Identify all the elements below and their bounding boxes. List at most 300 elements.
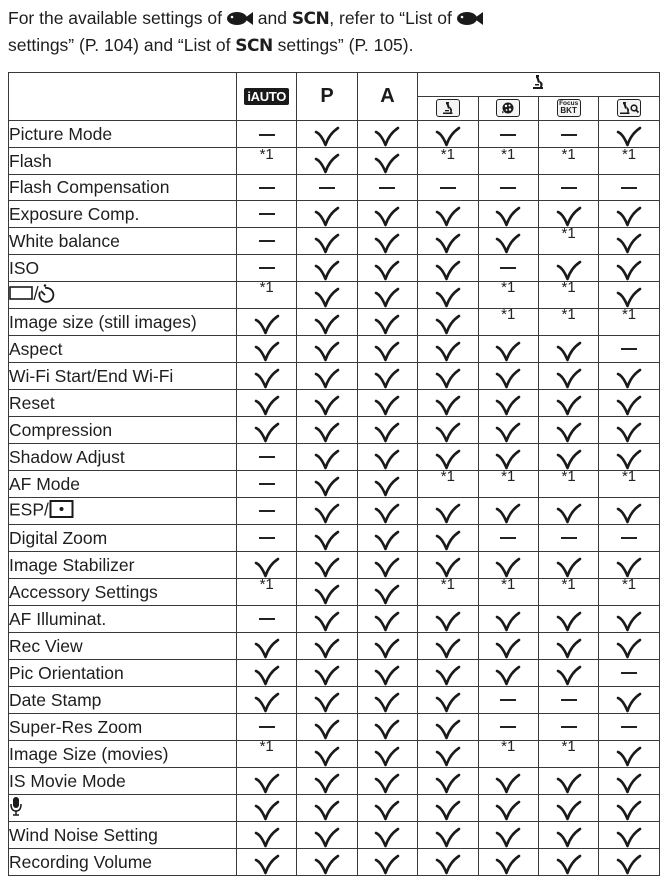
available-check-icon [297, 605, 357, 632]
setting-name-cell [9, 659, 237, 686]
table-row [9, 686, 660, 713]
available-check-icon [538, 848, 598, 875]
available-check-icon [237, 848, 297, 875]
footnote-mark [538, 470, 598, 497]
available-check-icon [538, 767, 598, 794]
p-mode-label: P [320, 85, 334, 107]
setting-name: Date Stamp [9, 689, 102, 710]
header-microscope [418, 97, 478, 121]
setting-name-cell [9, 443, 237, 470]
available-check-icon [538, 362, 598, 389]
available-check-icon [357, 254, 417, 281]
setting-name-cell [9, 254, 237, 281]
available-check-icon [357, 740, 417, 767]
available-check-icon [599, 254, 659, 281]
available-check-icon [297, 578, 357, 605]
footnote-mark [599, 470, 659, 497]
setting-name-cell [9, 308, 237, 335]
table-row [9, 389, 660, 416]
available-check-icon [418, 605, 478, 632]
available-check-icon [478, 767, 538, 794]
not-available-dash [538, 686, 598, 713]
footnote-text: *1 [501, 279, 516, 297]
not-available-dash [237, 470, 297, 497]
available-check-icon [357, 686, 417, 713]
footnote-text: *1 [561, 145, 576, 163]
not-available-dash [237, 200, 297, 227]
setting-name: Rec View [9, 635, 83, 656]
underwater-mode-icon [227, 8, 253, 33]
not-available-dash [538, 121, 598, 148]
available-check-icon [297, 416, 357, 443]
available-check-icon [418, 848, 478, 875]
available-check-icon [538, 821, 598, 848]
available-check-icon [357, 308, 417, 335]
setting-name: Digital Zoom [9, 527, 108, 548]
not-available-dash [237, 254, 297, 281]
available-check-icon [237, 551, 297, 578]
microphone-icon [9, 796, 23, 820]
setting-name-cell [9, 175, 237, 201]
available-check-icon [538, 254, 598, 281]
available-check-icon [418, 362, 478, 389]
setting-name-cell [9, 686, 237, 713]
not-available-dash [538, 524, 598, 551]
available-check-icon [237, 659, 297, 686]
available-check-icon [418, 335, 478, 362]
available-check-icon [237, 821, 297, 848]
setting-name-cell [9, 497, 237, 524]
available-check-icon [357, 848, 417, 875]
available-check-icon [538, 551, 598, 578]
table-row [9, 497, 660, 524]
available-check-icon [357, 389, 417, 416]
available-check-icon [538, 605, 598, 632]
scn-mode-label: SCN [291, 9, 330, 29]
setting-name: Image Size (movies) [9, 743, 169, 764]
not-available-dash [237, 227, 297, 254]
available-check-icon [357, 767, 417, 794]
drive-self-timer-icon [9, 283, 55, 307]
available-check-icon [297, 362, 357, 389]
available-check-icon [357, 551, 417, 578]
setting-name: White balance [9, 230, 120, 251]
available-check-icon [478, 848, 538, 875]
setting-name-cell [9, 470, 237, 497]
available-check-icon [297, 767, 357, 794]
footnote-text: *1 [440, 468, 455, 486]
setting-name: AF Illuminat. [9, 608, 107, 629]
not-available-dash [599, 175, 659, 201]
available-check-icon [297, 443, 357, 470]
available-check-icon [297, 794, 357, 821]
intro-line-2 [8, 33, 658, 59]
available-check-icon [297, 121, 357, 148]
setting-name-cell [9, 148, 237, 175]
setting-name: Pic Orientation [9, 662, 124, 683]
setting-name-cell [9, 281, 237, 308]
setting-name-cell [9, 767, 237, 794]
available-check-icon [418, 227, 478, 254]
available-check-icon [418, 308, 478, 335]
available-check-icon [599, 767, 659, 794]
available-check-icon [538, 335, 598, 362]
not-available-dash [418, 175, 478, 201]
not-available-dash [357, 175, 417, 201]
table-row [9, 605, 660, 632]
available-check-icon [599, 794, 659, 821]
scn-mode-label: SCN [235, 36, 273, 56]
setting-name: Image Stabilizer [9, 554, 135, 575]
not-available-dash [237, 713, 297, 740]
microscope-icon [436, 99, 460, 117]
footnote-mark [538, 145, 598, 175]
footnote-text: *1 [259, 145, 274, 163]
available-check-icon [599, 821, 659, 848]
available-check-icon [478, 443, 538, 470]
available-check-icon [599, 281, 659, 308]
not-available-dash [478, 254, 538, 281]
footnote-text: *1 [561, 306, 576, 324]
available-check-icon [418, 740, 478, 767]
intro-paragraph [8, 6, 658, 59]
available-check-icon [418, 281, 478, 308]
table-row [9, 470, 660, 497]
not-available-dash [478, 175, 538, 201]
available-check-icon [237, 794, 297, 821]
not-available-dash [599, 335, 659, 362]
available-check-icon [297, 470, 357, 497]
available-check-icon [357, 470, 417, 497]
not-available-dash [237, 443, 297, 470]
available-check-icon [478, 497, 538, 524]
table-row [9, 308, 660, 335]
setting-name: Image size (still images) [9, 311, 197, 332]
available-check-icon [599, 416, 659, 443]
footnote-mark [237, 281, 297, 308]
available-check-icon [357, 148, 417, 175]
available-check-icon [599, 848, 659, 875]
available-check-icon [357, 121, 417, 148]
table-row [9, 794, 660, 821]
available-check-icon [599, 686, 659, 713]
available-check-icon [418, 497, 478, 524]
intro-text: settings” (P. 104) and “List of [8, 35, 236, 55]
available-check-icon [418, 416, 478, 443]
table-row [9, 740, 660, 767]
footnote-mark [237, 145, 297, 175]
available-check-icon [599, 443, 659, 470]
setting-name-cell [9, 121, 237, 148]
footnote-mark [538, 227, 598, 254]
table-row [9, 148, 660, 175]
available-check-icon [237, 632, 297, 659]
header-microscope-control [599, 97, 659, 121]
available-check-icon [297, 740, 357, 767]
footnote-text: *1 [501, 145, 516, 163]
footnote-text: *1 [501, 306, 516, 324]
setting-name-cell [9, 713, 237, 740]
footnote-mark [599, 578, 659, 605]
available-check-icon [478, 605, 538, 632]
available-check-icon [599, 362, 659, 389]
available-check-icon [418, 767, 478, 794]
header-microscope-group [418, 73, 660, 97]
footnote-mark [478, 470, 538, 497]
footnote-mark [478, 578, 538, 605]
footnote-mark [538, 740, 598, 767]
not-available-dash [599, 524, 659, 551]
header-a [357, 73, 417, 121]
setting-name: IS Movie Mode [9, 770, 126, 791]
setting-name: Recording Volume [9, 851, 152, 872]
footnote-mark [478, 281, 538, 308]
available-check-icon [237, 416, 297, 443]
footnote-mark [418, 470, 478, 497]
not-available-dash [599, 659, 659, 686]
table-row [9, 335, 660, 362]
footnote-text: *1 [259, 576, 274, 594]
available-check-icon [357, 632, 417, 659]
setting-name-cell [9, 632, 237, 659]
available-check-icon [297, 551, 357, 578]
available-check-icon [478, 389, 538, 416]
setting-name: Exposure Comp. [9, 203, 140, 224]
available-check-icon [357, 794, 417, 821]
footnote-mark [478, 308, 538, 335]
setting-name: Flash [9, 151, 52, 171]
available-check-icon [538, 200, 598, 227]
setting-name: ESP/ [9, 499, 49, 520]
available-check-icon [599, 200, 659, 227]
available-check-icon [418, 632, 478, 659]
available-check-icon [418, 443, 478, 470]
available-check-icon [418, 254, 478, 281]
focus-stacking-icon [496, 99, 520, 117]
available-check-icon [599, 227, 659, 254]
setting-name-cell [9, 551, 237, 578]
available-check-icon [297, 821, 357, 848]
footnote-mark [538, 578, 598, 605]
setting-name-cell [9, 524, 237, 551]
available-check-icon [478, 551, 538, 578]
available-check-icon [297, 686, 357, 713]
available-check-icon [297, 227, 357, 254]
not-available-dash [538, 713, 598, 740]
not-available-dash [478, 713, 538, 740]
available-check-icon [478, 200, 538, 227]
setting-name: Wind Noise Setting [9, 824, 158, 845]
available-check-icon [478, 632, 538, 659]
setting-name: AF Mode [9, 473, 80, 494]
settings-availability-table [8, 72, 660, 876]
footnote-text: *1 [501, 468, 516, 486]
not-available-dash [237, 605, 297, 632]
available-check-icon [418, 794, 478, 821]
not-available-dash [478, 121, 538, 148]
available-check-icon [538, 659, 598, 686]
available-check-icon [237, 389, 297, 416]
footnote-mark [418, 145, 478, 175]
available-check-icon [599, 632, 659, 659]
footnote-mark [538, 308, 598, 335]
setting-name: Compression [9, 419, 113, 440]
table-row [9, 443, 660, 470]
available-check-icon [538, 389, 598, 416]
underwater-mode-icon [457, 8, 483, 33]
available-check-icon [357, 713, 417, 740]
available-check-icon [357, 443, 417, 470]
footnote-mark [237, 740, 297, 767]
available-check-icon [478, 362, 538, 389]
table-row [9, 362, 660, 389]
available-check-icon [599, 551, 659, 578]
available-check-icon [478, 227, 538, 254]
not-available-dash [237, 121, 297, 148]
available-check-icon [297, 254, 357, 281]
table-row [9, 254, 660, 281]
footnote-mark [599, 145, 659, 175]
footnote-text: *1 [561, 225, 576, 243]
available-check-icon [418, 121, 478, 148]
available-check-icon [478, 416, 538, 443]
footnote-text: *1 [501, 738, 516, 756]
footnote-text: *1 [259, 279, 274, 297]
footnote-text: *1 [621, 306, 637, 324]
setting-name: Picture Mode [9, 124, 113, 144]
available-check-icon [297, 524, 357, 551]
table-row [9, 659, 660, 686]
available-check-icon [418, 713, 478, 740]
table-row [9, 632, 660, 659]
setting-name: Accessory Settings [9, 581, 158, 602]
not-available-dash [237, 175, 297, 201]
footnote-mark [418, 578, 478, 605]
header-focus-bkt [538, 97, 598, 121]
available-check-icon [418, 551, 478, 578]
header-blank-cell [9, 73, 237, 121]
available-check-icon [538, 794, 598, 821]
table-row [9, 175, 660, 201]
focus-bkt-icon [557, 99, 581, 117]
available-check-icon [478, 794, 538, 821]
setting-name: Shadow Adjust [9, 446, 125, 467]
available-check-icon [297, 281, 357, 308]
setting-name-cell [9, 821, 237, 848]
available-check-icon [297, 148, 357, 175]
table-row [9, 200, 660, 227]
a-mode-label: A [380, 85, 395, 107]
available-check-icon [297, 713, 357, 740]
setting-name-cell [9, 200, 237, 227]
not-available-dash [237, 497, 297, 524]
intro-text: For the available settings of [8, 8, 227, 28]
setting-name-cell [9, 740, 237, 767]
setting-name: ISO [9, 257, 40, 278]
footnote-mark [599, 308, 659, 335]
available-check-icon [599, 389, 659, 416]
intro-text: , refer to “List of [329, 8, 457, 28]
table-row [9, 713, 660, 740]
available-check-icon [478, 335, 538, 362]
available-check-icon [478, 659, 538, 686]
available-check-icon [237, 308, 297, 335]
available-check-icon [237, 767, 297, 794]
footnote-mark [237, 578, 297, 605]
available-check-icon [357, 281, 417, 308]
available-check-icon [297, 308, 357, 335]
available-check-icon [357, 497, 417, 524]
setting-name-cell [9, 416, 237, 443]
spot-metering-icon [49, 499, 75, 523]
setting-name-cell [9, 227, 237, 254]
available-check-icon [418, 524, 478, 551]
not-available-dash [237, 524, 297, 551]
footnote-mark [538, 281, 598, 308]
header-p [297, 73, 357, 121]
setting-name-cell [9, 578, 237, 605]
available-check-icon [357, 416, 417, 443]
available-check-icon [357, 605, 417, 632]
table-row [9, 821, 660, 848]
available-check-icon [357, 578, 417, 605]
footnote-text: *1 [621, 145, 637, 163]
setting-name: Reset [9, 392, 55, 413]
not-available-dash [297, 175, 357, 201]
available-check-icon [357, 659, 417, 686]
focus-bkt-line2: BKT [560, 106, 577, 116]
not-available-dash [599, 713, 659, 740]
setting-name-cell [9, 605, 237, 632]
footnote-text: *1 [561, 738, 576, 756]
setting-name-cell [9, 335, 237, 362]
not-available-dash [538, 175, 598, 201]
available-check-icon [297, 497, 357, 524]
available-check-icon [297, 389, 357, 416]
microscope-icon [531, 74, 545, 91]
intro-text: and [252, 8, 292, 28]
footnote-text: *1 [561, 468, 576, 486]
available-check-icon [599, 121, 659, 148]
available-check-icon [237, 335, 297, 362]
available-check-icon [357, 335, 417, 362]
footnote-text: *1 [440, 145, 455, 163]
setting-name: Super-Res Zoom [9, 716, 143, 737]
footnote-text: *1 [501, 576, 516, 594]
setting-name-cell [9, 362, 237, 389]
footnote-mark [478, 740, 538, 767]
setting-name-cell [9, 794, 237, 821]
available-check-icon [357, 362, 417, 389]
table-row [9, 848, 660, 875]
available-check-icon [599, 497, 659, 524]
setting-name: Flash Compensation [9, 177, 170, 198]
table-row [9, 524, 660, 551]
setting-name-cell [9, 848, 237, 875]
table-row [9, 227, 660, 254]
available-check-icon [418, 686, 478, 713]
intro-line-1 [8, 6, 658, 33]
focus-bkt-line1: Focus [559, 100, 579, 108]
available-check-icon [357, 821, 417, 848]
available-check-icon [357, 200, 417, 227]
available-check-icon [357, 524, 417, 551]
intro-text: settings” (P. 105). [272, 35, 414, 55]
table-row [9, 121, 660, 148]
setting-name: Wi-Fi Start/End Wi-Fi [9, 365, 174, 386]
available-check-icon [418, 821, 478, 848]
table-row [9, 578, 660, 605]
